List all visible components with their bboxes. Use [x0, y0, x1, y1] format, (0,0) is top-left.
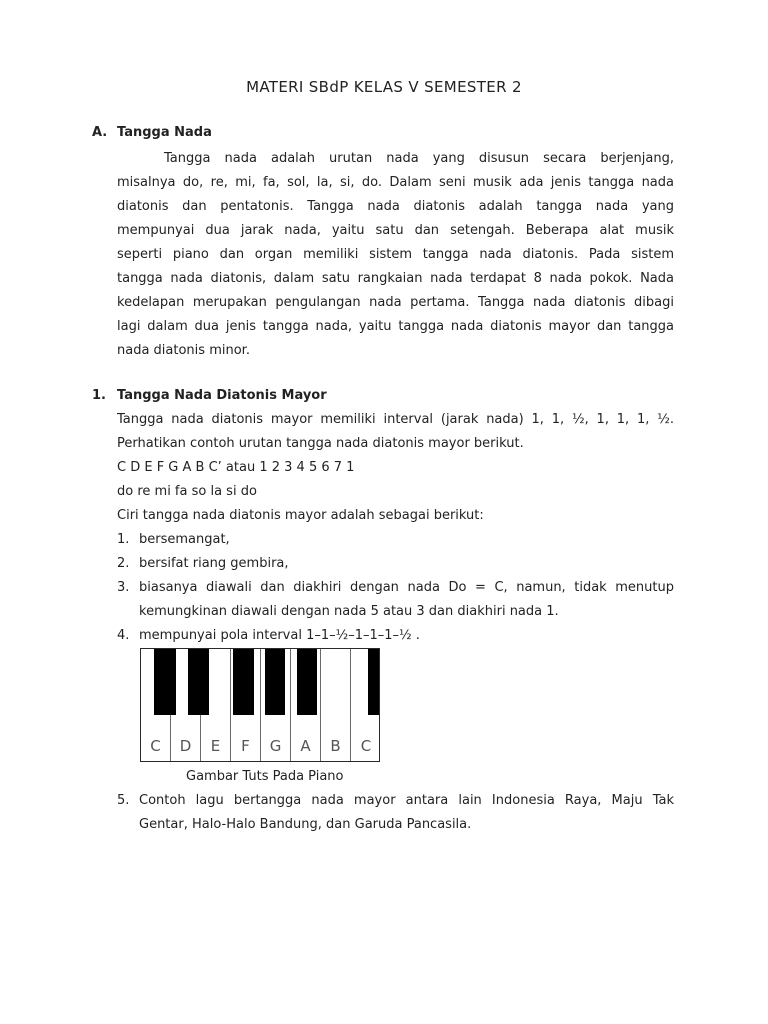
- list-item-text: bersemangat,: [139, 532, 230, 547]
- list-item-text: mempunyai pola interval 1–1–½–1–1–1–½ .: [139, 628, 420, 643]
- figure-caption: Gambar Tuts Pada Piano: [186, 769, 344, 784]
- list-number: 5.: [117, 793, 130, 808]
- piano-black-key: [154, 649, 176, 715]
- key-label: A: [300, 737, 311, 755]
- section-a-title: Tangga Nada: [117, 125, 212, 140]
- list-item-text: bersifat riang gembira,: [139, 556, 289, 571]
- page-title: MATERI SBdP KELAS V SEMESTER 2: [246, 78, 522, 96]
- key-label: G: [269, 737, 282, 755]
- section-a-heading: [92, 121, 674, 145]
- section-1-list-continued: [117, 789, 674, 837]
- paragraph-line: mempunyai dua jarak nada, yaitu satu dan setengah. Beberapa alat musik: [117, 223, 674, 238]
- list-number: 2.: [117, 556, 130, 571]
- piano-black-key: [368, 649, 380, 715]
- section-1-marker: 1.: [92, 388, 106, 403]
- section-a-marker: A.: [92, 125, 108, 140]
- list-number: 3.: [117, 580, 130, 595]
- piano-black-key: [297, 649, 317, 715]
- list-item: [117, 528, 674, 552]
- paragraph-line: Tangga nada adalah urutan nada yang disusun secara berjenjang,: [164, 151, 674, 166]
- scale-notes-line: C D E F G A B C’ atau 1 2 3 4 5 6 7 1: [117, 460, 355, 475]
- key-label: C: [360, 737, 372, 755]
- solfege-line: do re mi fa so la si do: [117, 484, 257, 499]
- piano-black-key: [265, 649, 285, 715]
- paragraph-line: kedelapan merupakan pengulangan nada pertama. Tangga nada diatonis dibagi: [117, 295, 674, 310]
- key-label: C: [150, 737, 161, 755]
- key-label: E: [210, 737, 221, 755]
- paragraph-line: tangga nada diatonis, dalam satu rangkaian nada terdapat 8 nada pokok. Nada: [117, 271, 674, 286]
- list-item-text: biasanya diawali dan diakhiri dengan nada Do = C, namun, tidak menutup: [139, 580, 674, 595]
- paragraph-line: lagi dalam dua jenis tangga nada, yaitu tangga nada diatonis mayor dan tangga: [117, 319, 674, 334]
- piano-keys-figure: [140, 648, 380, 762]
- key-label: D: [179, 737, 192, 755]
- intro-line: Ciri tangga nada diatonis mayor adalah sebagai berikut:: [117, 508, 484, 523]
- list-number: 4.: [117, 628, 130, 643]
- piano-black-key: [188, 649, 209, 715]
- section-1-title: Tangga Nada Diatonis Mayor: [117, 388, 327, 403]
- key-label: B: [330, 737, 341, 755]
- section-1-body: [117, 408, 674, 648]
- list-item: [117, 789, 674, 837]
- section-a-paragraph: [117, 147, 674, 363]
- intro-line: Tangga nada diatonis mayor memiliki interval (jarak nada) 1, 1, ½, 1, 1, 1, ½.: [117, 412, 674, 427]
- list-item-text: Contoh lagu bertangga nada mayor antara lain Indonesia Raya, Maju Tak: [139, 793, 674, 808]
- section-1-heading: [92, 384, 674, 408]
- piano-black-key: [233, 649, 254, 715]
- list-item: [117, 624, 674, 648]
- list-item-text: Gentar, Halo-Halo Bandung, dan Garuda Pancasila.: [139, 817, 472, 832]
- paragraph-line: seperti piano dan organ memiliki sistem tangga nada diatonis. Pada sistem: [117, 247, 674, 262]
- intro-line: Perhatikan contoh urutan tangga nada diatonis mayor berikut.: [117, 436, 524, 451]
- piano-white-key: [321, 649, 351, 761]
- list-item: [117, 576, 674, 624]
- paragraph-line: nada diatonis minor.: [117, 343, 250, 358]
- paragraph-line: misalnya do, re, mi, fa, sol, la, si, do. Dalam seni musik ada jenis tangga nada: [117, 175, 674, 190]
- list-number: 1.: [117, 532, 130, 547]
- key-label: F: [241, 737, 250, 755]
- list-item: [117, 552, 674, 576]
- list-item-text: kemungkinan diawali dengan nada 5 atau 3 dan diakhiri nada 1.: [139, 604, 559, 619]
- paragraph-line: diatonis dan pentatonis. Tangga nada diatonis adalah tangga nada yang: [117, 199, 674, 214]
